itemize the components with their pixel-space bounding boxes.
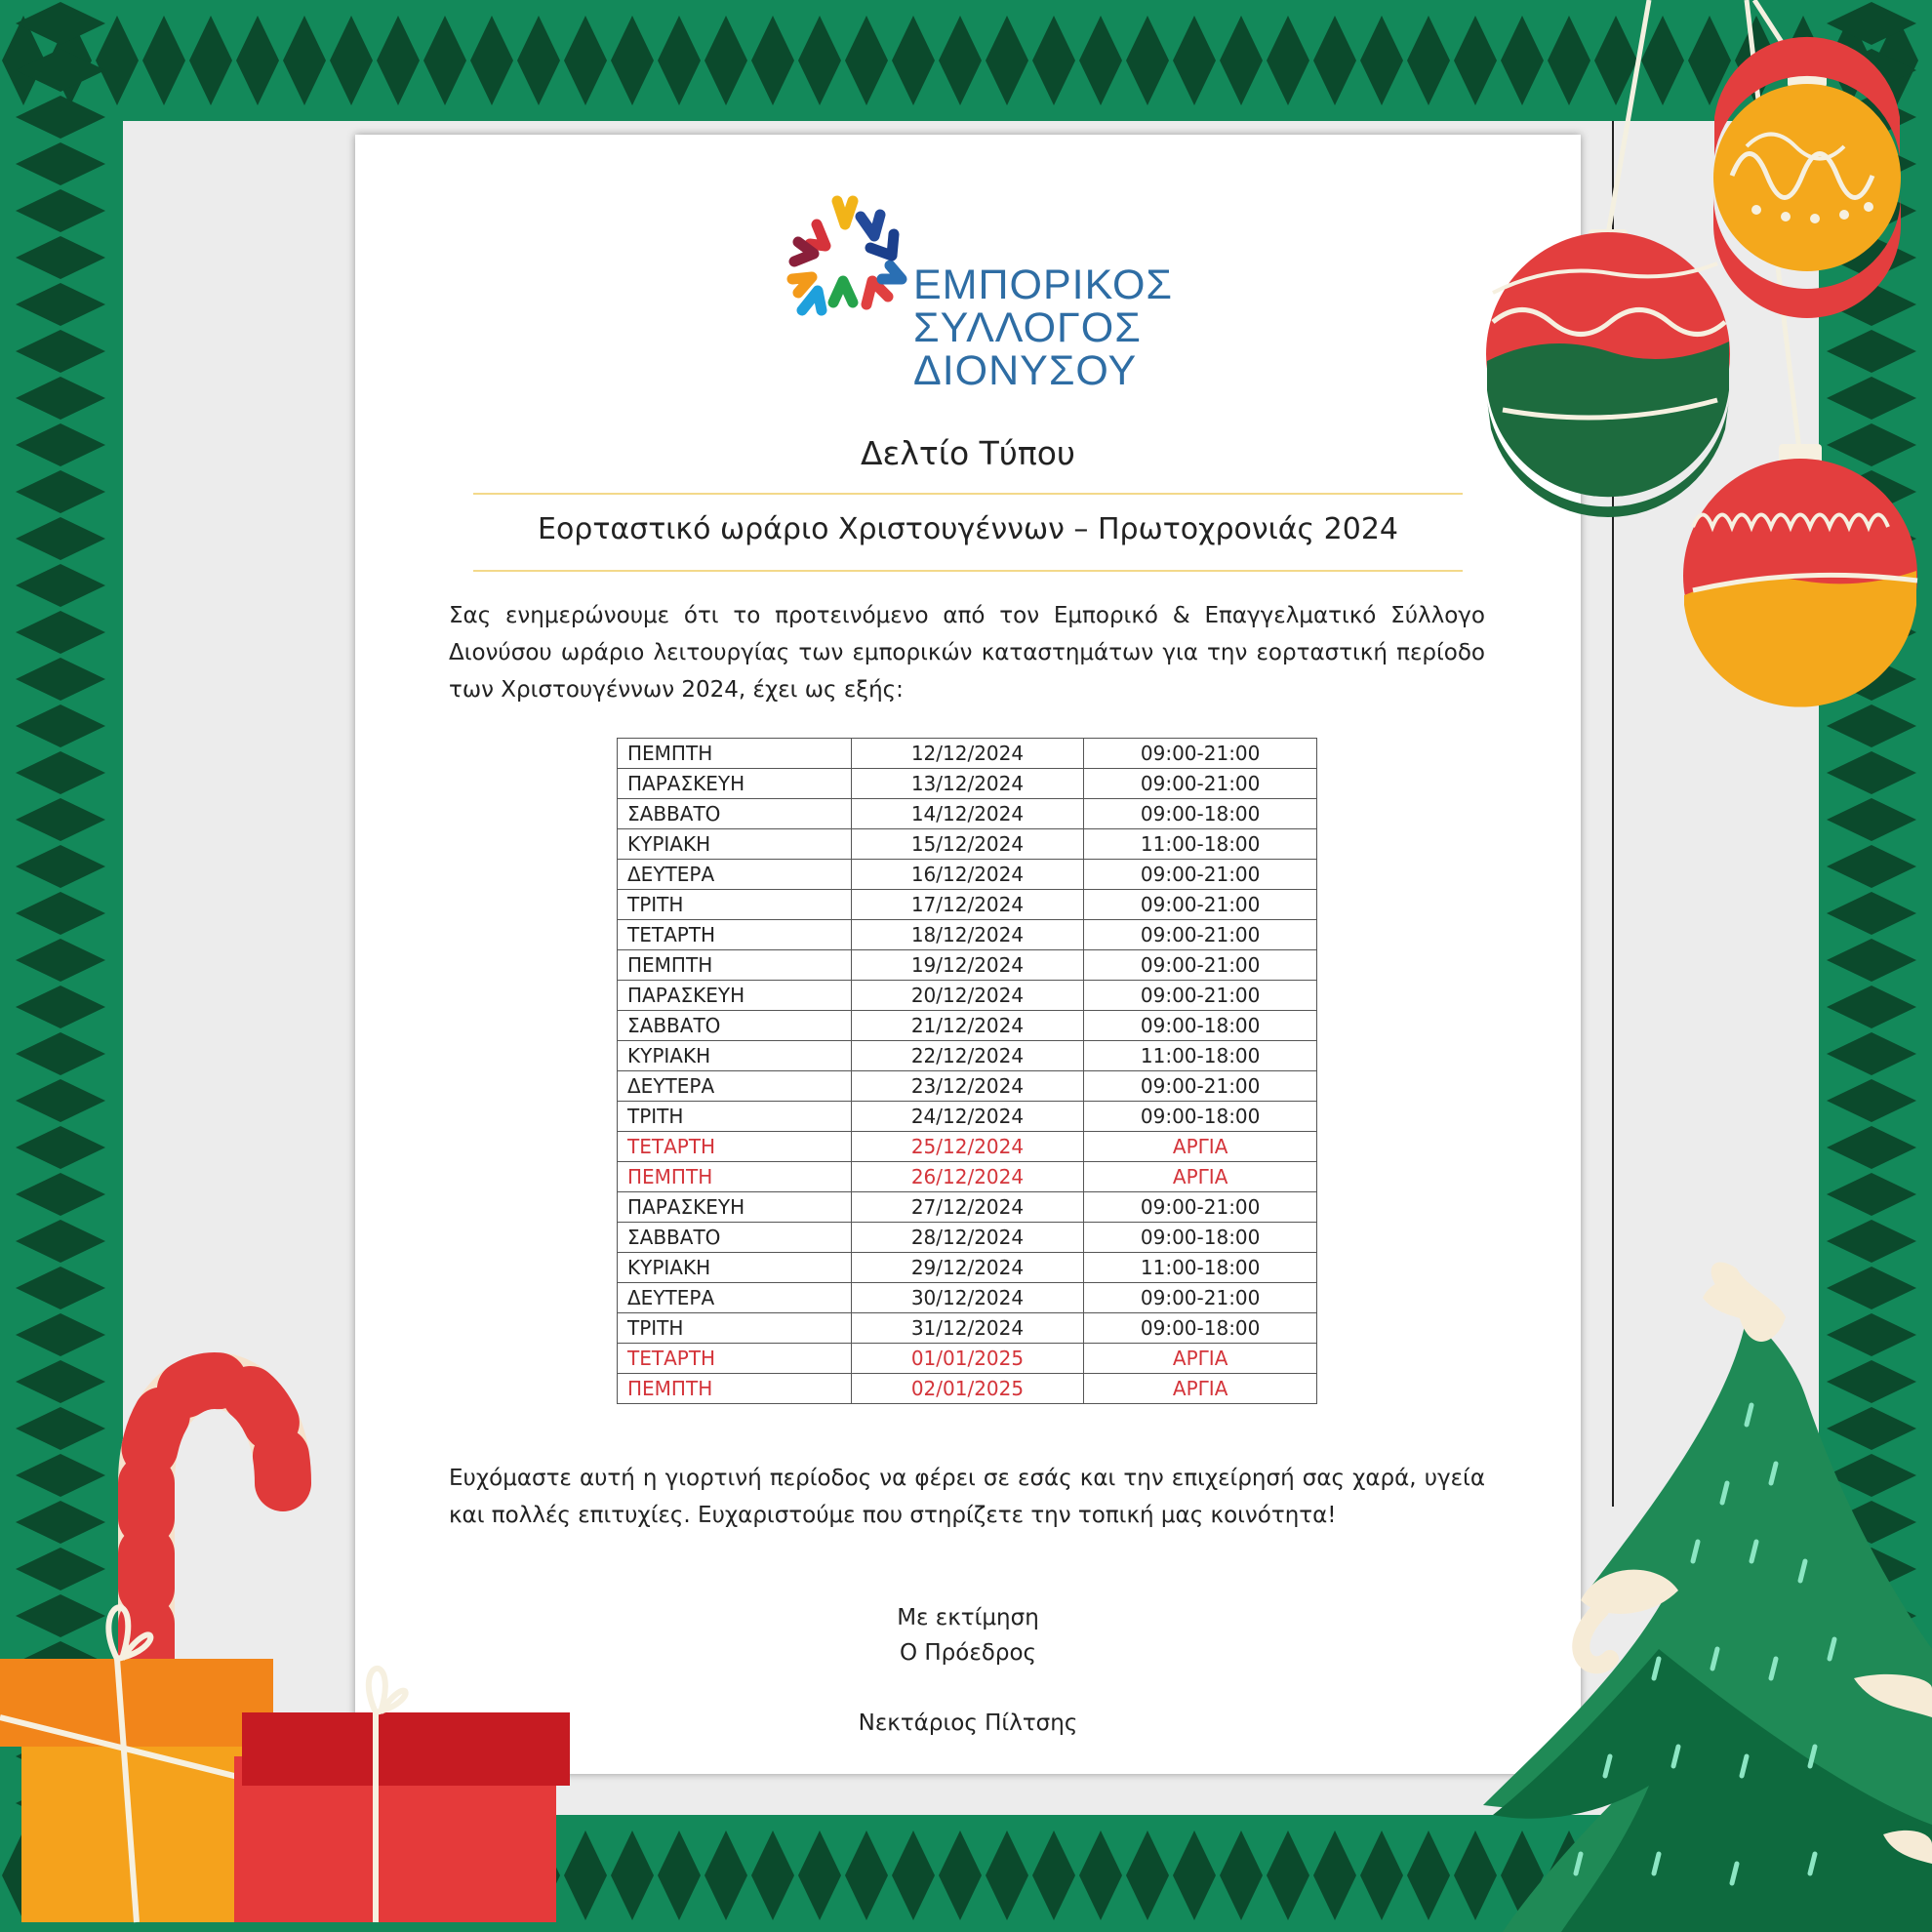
schedule-day: ΣΑΒΒΑΤΟ [618, 799, 852, 829]
schedule-date: 26/12/2024 [851, 1162, 1084, 1192]
schedule-hours: 11:00-18:00 [1084, 1253, 1317, 1283]
schedule-hours: 11:00-18:00 [1084, 829, 1317, 860]
page-subtitle: Εορταστικό ωράριο Χριστουγέννων – Πρωτοχρονιάς 2024 [537, 512, 1399, 546]
schedule-hours: 09:00-21:00 [1084, 890, 1317, 920]
schedule-day: ΚΥΡΙΑΚΗ [618, 1253, 852, 1283]
schedule-hours: 09:00-21:00 [1084, 1192, 1317, 1223]
schedule-day: ΣΑΒΒΑΤΟ [618, 1011, 852, 1041]
schedule-hours: 09:00-21:00 [1084, 1071, 1317, 1102]
schedule-hours: 09:00-18:00 [1084, 799, 1317, 829]
schedule-day: ΠΑΡΑΣΚΕΥΗ [618, 769, 852, 799]
role-text: Ο Πρόεδρος [899, 1640, 1037, 1666]
regards-text: Με εκτίμηση [897, 1605, 1039, 1630]
schedule-date: 21/12/2024 [851, 1011, 1084, 1041]
schedule-hours: ΑΡΓΙΑ [1084, 1374, 1317, 1404]
schedule-day: ΠΕΜΠΤΗ [618, 1374, 852, 1404]
schedule-day: ΔΕΥΤΕΡΑ [618, 1283, 852, 1313]
intro-paragraph: Σας ενημερώνουμε ότι το προτεινόμενο από τον Εμπορικό & Επαγγελματικό Σύλλογο Διονύσου ωράριο λειτουργίας των εμπορικών καταστημάτων για την εορταστική περίοδο των Χριστουγέννων 2024, έχει ως εξής: [449, 603, 1485, 703]
schedule-date: 25/12/2024 [851, 1132, 1084, 1162]
schedule-date: 15/12/2024 [851, 829, 1084, 860]
schedule-date: 13/12/2024 [851, 769, 1084, 799]
schedule-date: 31/12/2024 [851, 1313, 1084, 1344]
schedule-day: ΤΕΤΑΡΤΗ [618, 1344, 852, 1374]
schedule-hours: 09:00-21:00 [1084, 739, 1317, 769]
closing-paragraph: Ευχόμαστε αυτή η γιορτινή περίοδος να φέρει σε εσάς και την επιχείρησή σας χαρά, υγεία και πολλές επιτυχίες. Ευχαριστούμε που στηρίζετε την τοπική μας κοινότητα! [449, 1466, 1485, 1528]
christmas-ornament-icon [1683, 444, 1917, 707]
schedule-hours: 09:00-18:00 [1084, 1102, 1317, 1132]
schedule-date: 30/12/2024 [851, 1283, 1084, 1313]
schedule-hours: 09:00-18:00 [1084, 1011, 1317, 1041]
signatory-name: Νεκτάριος Πίλτσης [858, 1711, 1078, 1736]
schedule-hours: 11:00-18:00 [1084, 1041, 1317, 1071]
schedule-day: ΣΑΒΒΑΤΟ [618, 1223, 852, 1253]
schedule-hours: ΑΡΓΙΑ [1084, 1344, 1317, 1374]
schedule-date: 27/12/2024 [851, 1192, 1084, 1223]
schedule-day: ΚΥΡΙΑΚΗ [618, 1041, 852, 1071]
schedule-hours: 09:00-21:00 [1084, 950, 1317, 981]
page-title: Δελτίο Τύπου [860, 434, 1076, 472]
schedule-hours: 09:00-21:00 [1084, 860, 1317, 890]
schedule-date: 19/12/2024 [851, 950, 1084, 981]
schedule-date: 17/12/2024 [851, 890, 1084, 920]
logo-line-1: ΕΜΠΟΡΙΚΟΣ [913, 262, 1174, 308]
schedule-hours: ΑΡΓΙΑ [1084, 1162, 1317, 1192]
schedule-date: 29/12/2024 [851, 1253, 1084, 1283]
schedule-hours: 09:00-21:00 [1084, 1283, 1317, 1313]
schedule-date: 24/12/2024 [851, 1102, 1084, 1132]
schedule-date: 14/12/2024 [851, 799, 1084, 829]
schedule-day: ΚΥΡΙΑΚΗ [618, 829, 852, 860]
schedule-hours: 09:00-21:00 [1084, 920, 1317, 950]
schedule-date: 02/01/2025 [851, 1374, 1084, 1404]
schedule-hours: 09:00-18:00 [1084, 1223, 1317, 1253]
schedule-hours: 09:00-18:00 [1084, 1313, 1317, 1344]
schedule-date: 18/12/2024 [851, 920, 1084, 950]
schedule-hours: 09:00-21:00 [1084, 981, 1317, 1011]
schedule-day: ΠΕΜΠΤΗ [618, 739, 852, 769]
schedule-day: ΤΡΙΤΗ [618, 1102, 852, 1132]
candy-cane-icon [146, 1381, 283, 1659]
schedule-day: ΤΕΤΑΡΤΗ [618, 1132, 852, 1162]
logo-line-2: ΣΥΛΛΟΓΟΣ [913, 304, 1142, 351]
gift-box-icon [0, 1607, 273, 1922]
schedule-date: 20/12/2024 [851, 981, 1084, 1011]
schedule-date: 28/12/2024 [851, 1223, 1084, 1253]
schedule-day: ΠΑΡΑΣΚΕΥΗ [618, 981, 852, 1011]
schedule-date: 22/12/2024 [851, 1041, 1084, 1071]
schedule-date: 12/12/2024 [851, 739, 1084, 769]
schedule-day: ΤΡΙΤΗ [618, 1313, 852, 1344]
schedule-hours: ΑΡΓΙΑ [1084, 1132, 1317, 1162]
schedule-day: ΠΕΜΠΤΗ [618, 950, 852, 981]
schedule-day: ΔΕΥΤΕΡΑ [618, 860, 852, 890]
christmas-ornament-icon [1713, 37, 1901, 318]
schedule-day: ΤΕΤΑΡΤΗ [618, 920, 852, 950]
schedule-day: ΔΕΥΤΕΡΑ [618, 1071, 852, 1102]
schedule-day: ΠΑΡΑΣΚΕΥΗ [618, 1192, 852, 1223]
christmas-ornament-icon [1486, 229, 1730, 517]
schedule-date: 23/12/2024 [851, 1071, 1084, 1102]
schedule-day: ΠΕΜΠΤΗ [618, 1162, 852, 1192]
schedule-date: 16/12/2024 [851, 860, 1084, 890]
logo-line-3: ΔΙΟΝΥΣΟΥ [913, 347, 1138, 394]
christmas-tree-icon [1483, 1263, 1932, 1932]
schedule-day: ΤΡΙΤΗ [618, 890, 852, 920]
gift-box-icon [234, 1669, 570, 1922]
schedule-date: 01/01/2025 [851, 1344, 1084, 1374]
schedule-hours: 09:00-21:00 [1084, 769, 1317, 799]
